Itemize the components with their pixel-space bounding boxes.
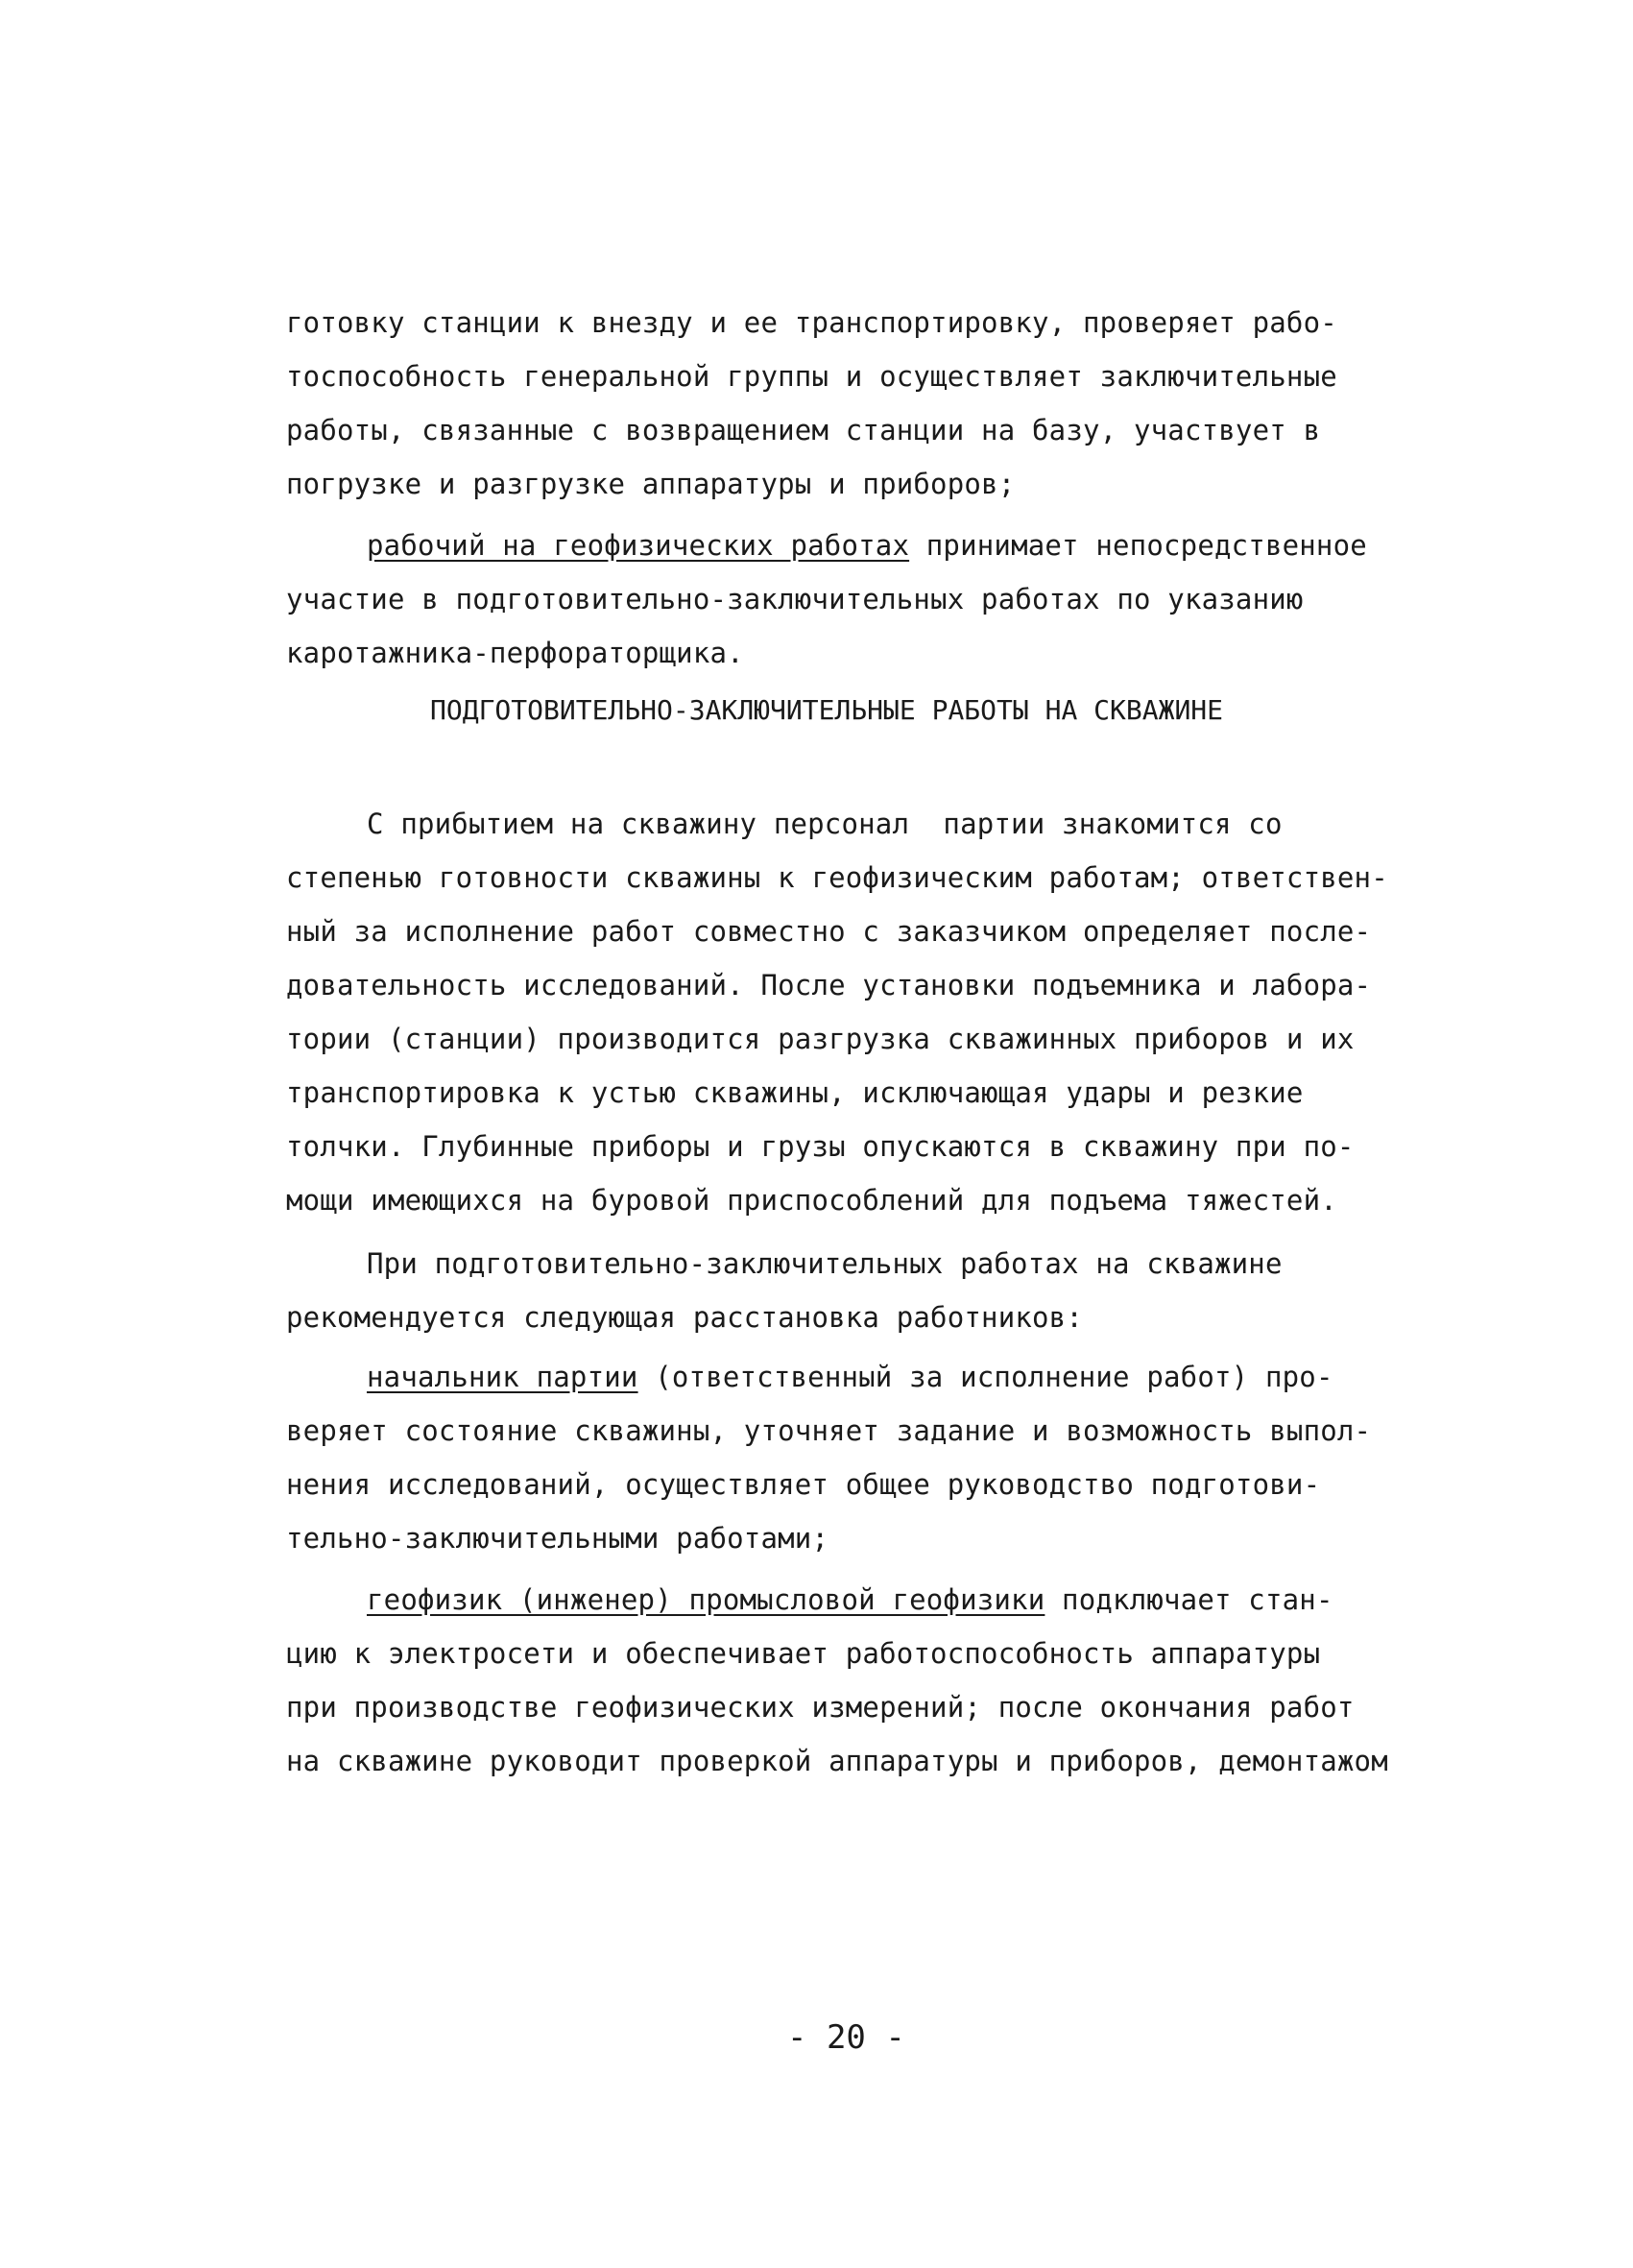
section-heading: ПОДГОТОВИТЕЛЬНО-ЗАКЛЮЧИТЕЛЬНЫЕ РАБОТЫ НА СКВАЖИНЕ: [430, 694, 1224, 726]
chief-paragraph-first-line: [367, 1358, 1333, 1396]
worker-role: рабочий на геофизических работах: [367, 529, 910, 562]
text-line: тоспособность генеральной группы и осуществляет заключительные: [286, 360, 1337, 393]
text-line: тории (станции) производится разгрузка скважинных приборов и их: [286, 1023, 1355, 1055]
geophysicist-role: геофизик (инженер) промысловой геофизики: [367, 1583, 1045, 1616]
text-line: при производстве геофизических измерений; после окончания работ: [286, 1691, 1355, 1724]
page-number: - 20 -: [787, 2018, 905, 2057]
text-line: погрузке и разгрузке аппаратуры и приборов;: [286, 468, 1016, 500]
text-line: нения исследований, осуществляет общее руководство подготови-: [286, 1468, 1321, 1501]
text-line: толчки. Глубинные приборы и грузы опускаются в скважину при по-: [286, 1130, 1355, 1163]
text-line: степенью готовности скважины к геофизическим работам; ответствен-: [286, 861, 1388, 894]
text-line: участие в подготовительно-заключительных работах по указанию: [286, 583, 1304, 615]
text-line: работы, связанные с возвращением станции на базу, участвует в: [286, 414, 1321, 446]
text-line: тельно-заключительными работами;: [286, 1522, 829, 1555]
chief-description: (ответственный за исполнение работ) про-: [637, 1361, 1333, 1393]
text-line: цию к электросети и обеспечивает работоспособность аппаратуры: [286, 1637, 1321, 1670]
text-line: веряет состояние скважины, уточняет задание и возможность выпол-: [286, 1414, 1372, 1447]
text-line: При подготовительно-заключительных работах на скважине: [367, 1247, 1283, 1280]
text-line: на скважине руководит проверкой аппаратуры и приборов, демонтажом: [286, 1745, 1388, 1777]
worker-description: принимает непосредственное: [909, 529, 1367, 562]
geophysicist-paragraph-first-line: [367, 1580, 1333, 1619]
chief-role: начальник партии: [367, 1361, 638, 1393]
text-line: С прибытием на скважину персонал партии знакомится со: [367, 808, 1283, 840]
worker-paragraph-first-line: [367, 526, 1367, 565]
text-line: мощи имеющихся на буровой приспособлений для подъема тяжестей.: [286, 1184, 1337, 1217]
geophysicist-description: подключает стан-: [1045, 1583, 1333, 1616]
text-line: готовку станции к внезду и ее транспортировку, проверяет рабо-: [286, 306, 1337, 339]
text-line: транспортировка к устью скважины, исключающая удары и резкие: [286, 1076, 1304, 1109]
text-line: ный за исполнение работ совместно с заказчиком определяет после-: [286, 915, 1372, 948]
text-line: каротажника-перфораторщика.: [286, 637, 744, 669]
text-line: рекомендуется следующая расстановка работников:: [286, 1301, 1083, 1334]
text-line: довательность исследований. После установки подъемника и лабора-: [286, 969, 1372, 1001]
